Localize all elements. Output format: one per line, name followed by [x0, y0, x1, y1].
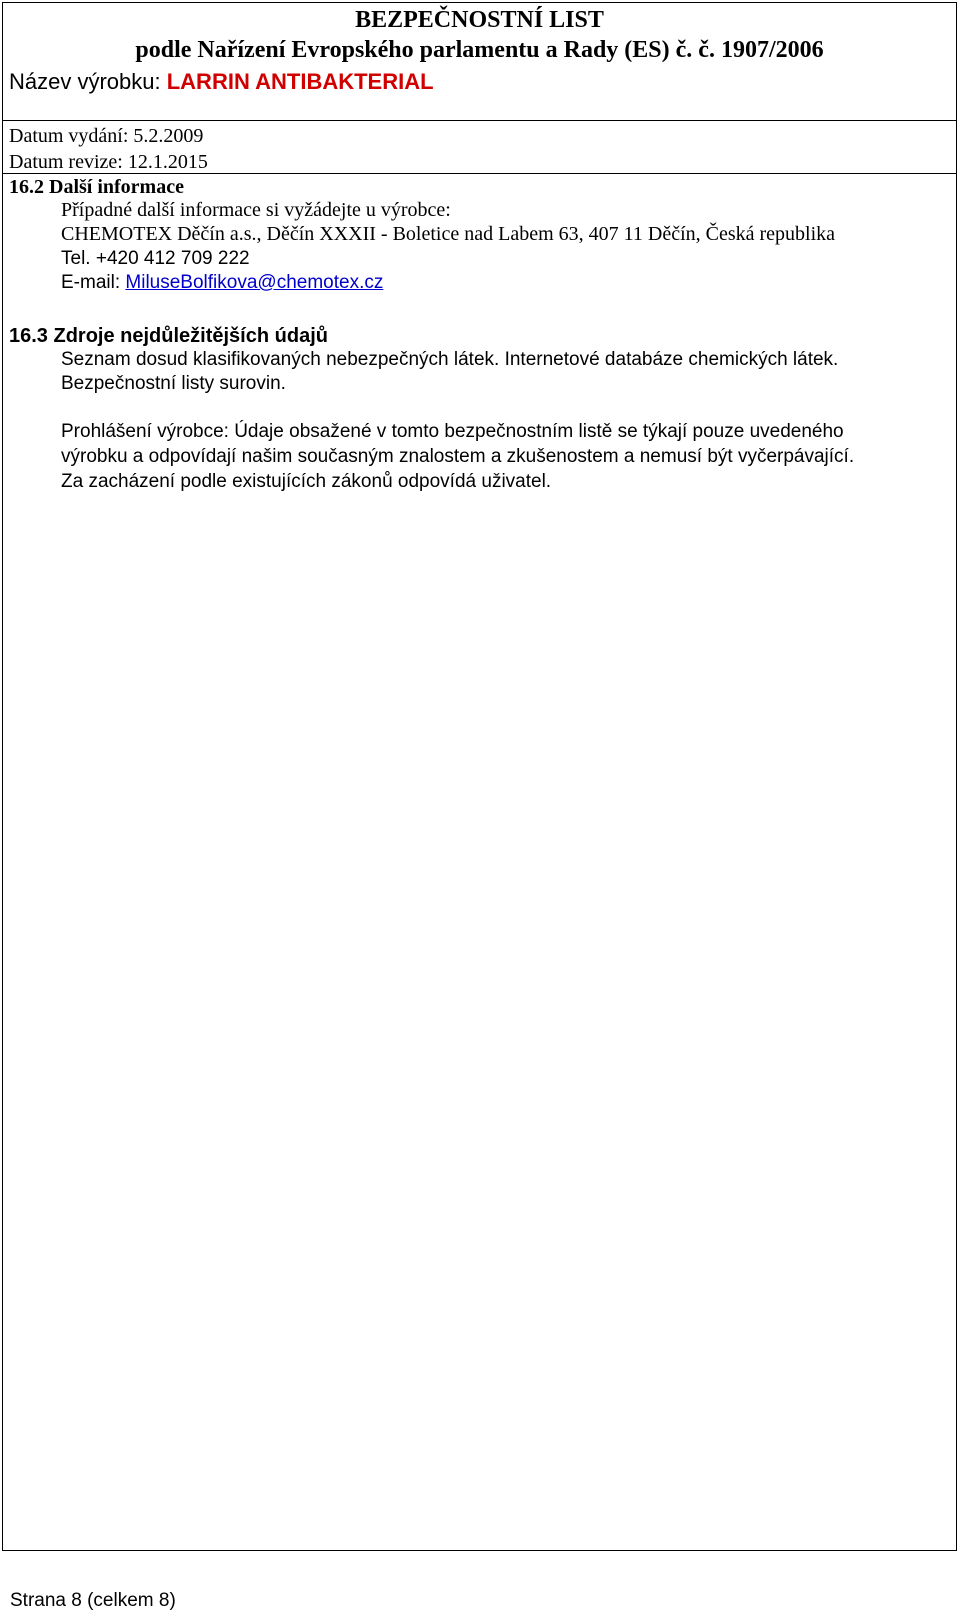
page-number: Strana 8 (celkem 8)	[10, 1590, 176, 1611]
divider	[3, 173, 956, 174]
sources-line-2: Bezpečnostní listy surovin.	[61, 373, 286, 394]
document-subtitle: podle Nařízení Evropského parlamentu a Rady (ES) č. č. 1907/2006	[135, 37, 824, 63]
section-16-2-heading: 16.2 Další informace	[9, 176, 184, 198]
phone-number: Tel. +420 412 709 222	[61, 248, 250, 269]
product-name: LARRIN ANTIBAKTERIAL	[166, 69, 434, 94]
issue-date: Datum vydání: 5.2.2009	[9, 125, 204, 147]
declaration-line-3: Za zacházení podle existujících zákonů odpovídá uživatel.	[61, 471, 552, 492]
email-link[interactable]: MiluseBolfikova@chemotex.cz	[125, 272, 384, 293]
document-title: BEZPEČNOSTNÍ LIST	[355, 7, 604, 33]
revision-date: Datum revize: 12.1.2015	[9, 151, 208, 173]
section-16-2-intro: Případné další informace si vyžádejte u výrobce:	[61, 199, 451, 221]
company-address: CHEMOTEX Děčín a.s., Děčín XXXII - Boletice nad Labem 63, 407 11 Děčín, Česká republika	[61, 223, 836, 245]
declaration-line-1: Prohlášení výrobce: Údaje obsažené v tomto bezpečnostním listě se týkají pouze uvedeného	[61, 421, 844, 442]
email-line	[61, 270, 383, 295]
document-header	[3, 3, 956, 121]
email-label: E-mail:	[61, 272, 126, 293]
sources-line-1: Seznam dosud klasifikovaných nebezpečných látek. Internetové databáze chemických látek.	[61, 349, 839, 370]
document-frame	[2, 2, 957, 1551]
product-line	[9, 69, 434, 95]
product-label: Název výrobku:	[9, 69, 167, 94]
declaration-line-2: výrobku a odpovídají našim současným znalostem a zkušenostem a nemusí být vyčerpávající.	[61, 446, 855, 467]
section-16-3-heading: 16.3 Zdroje nejdůležitějších údajů	[9, 325, 328, 347]
